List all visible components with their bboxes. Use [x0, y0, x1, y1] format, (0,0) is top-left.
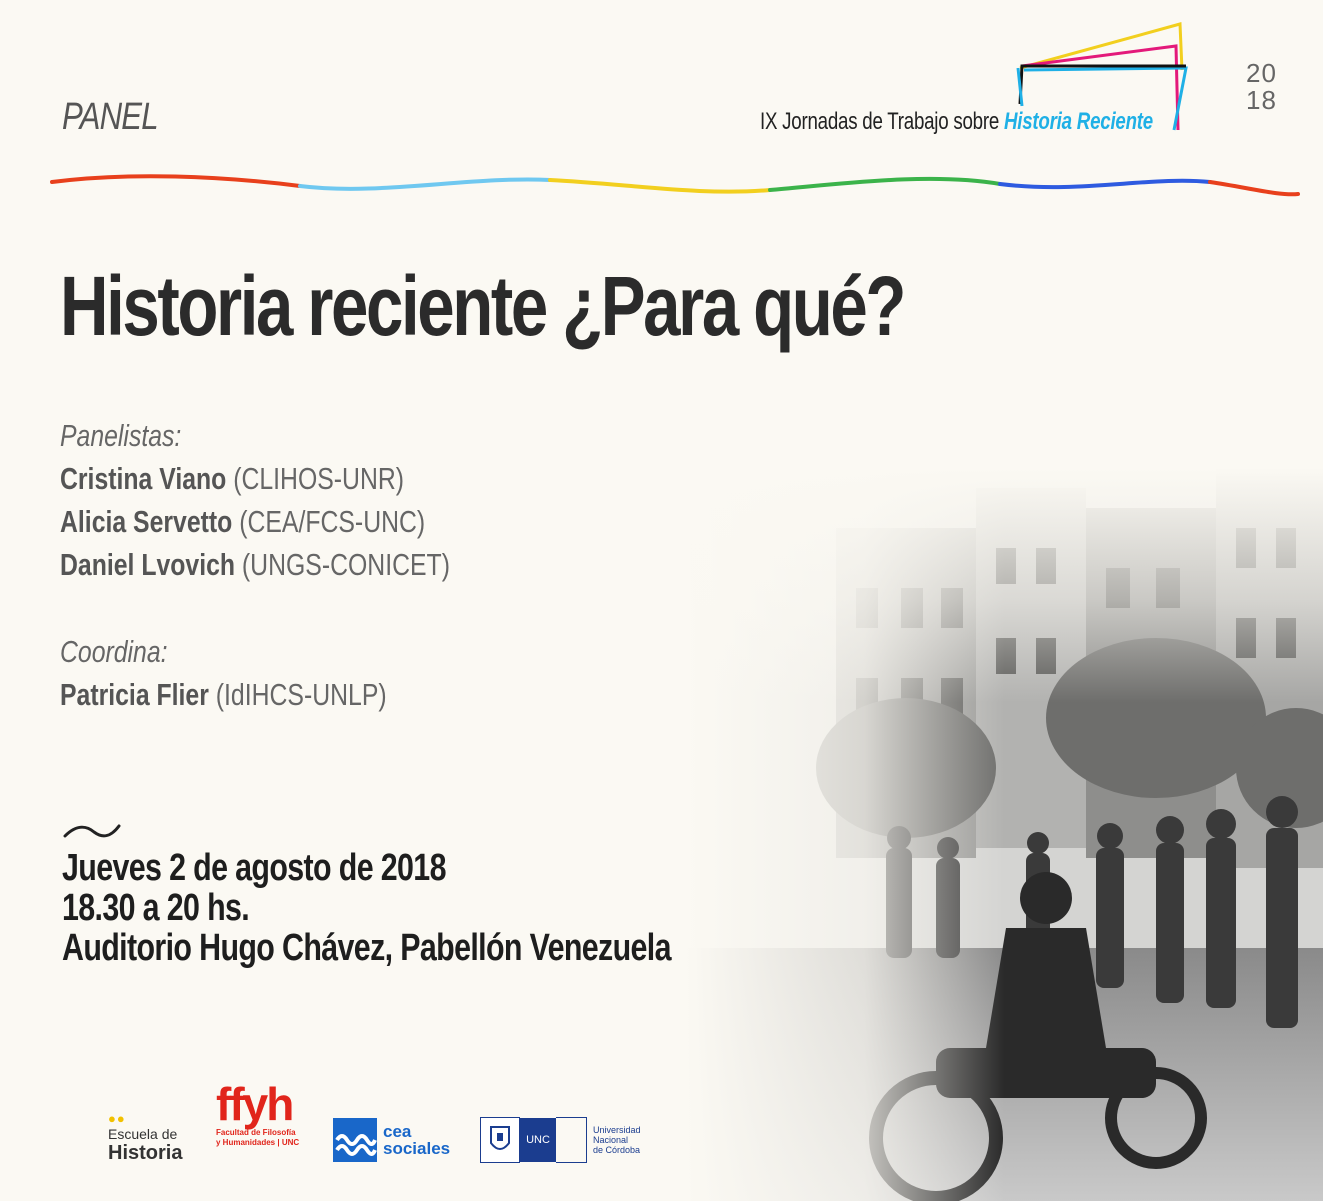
- year-bottom: 18: [1246, 85, 1277, 115]
- panelist-affiliation: (UNGS-CONICET): [235, 547, 450, 582]
- unc-tag: UNC: [520, 1118, 556, 1162]
- panelist-name: Cristina Viano: [60, 461, 227, 496]
- panelist-row: [60, 457, 450, 500]
- cea-wave-icon: [333, 1118, 377, 1162]
- coordinator-name: Patricia Flier: [60, 677, 209, 712]
- unc-line1: Universidad: [593, 1125, 641, 1135]
- ffyh-wordmark: ffyh: [216, 1078, 293, 1130]
- unc-frame: [556, 1117, 587, 1163]
- year-top: 20: [1246, 58, 1277, 88]
- unc-shield-icon: [480, 1117, 520, 1163]
- jornadas-highlight: Historia Reciente: [1004, 108, 1153, 135]
- escuela-line2: Historia: [108, 1142, 183, 1164]
- event-time: 18.30 a 20 hs.: [62, 887, 250, 929]
- cea-line1: cea: [383, 1122, 412, 1141]
- cea-sociales-logo: [333, 1118, 450, 1162]
- panelist-affiliation: (CLIHOS-UNR): [226, 461, 405, 496]
- jornadas-title: [760, 108, 1153, 136]
- jornadas-prefix: IX Jornadas de Trabajo sobre: [760, 108, 1005, 135]
- ffyh-line2: y Humanidades | UNC: [216, 1138, 300, 1147]
- coordinator-row: [60, 673, 450, 716]
- event-date: Jueves 2 de agosto de 2018: [62, 847, 446, 889]
- page-title: Historia reciente ¿Para qué?: [60, 259, 905, 353]
- historic-protest-photo: [686, 468, 1323, 1201]
- escuela-historia-logo: [108, 1111, 183, 1164]
- cea-line2: sociales: [383, 1139, 451, 1158]
- panelist-row: [60, 500, 450, 543]
- unc-line2: Nacional: [593, 1135, 629, 1145]
- ffyh-logo: [216, 1080, 299, 1148]
- coordinator-label: Coordina:: [60, 634, 168, 669]
- panelist-name: Alicia Servetto: [60, 504, 233, 539]
- unc-line3: de Córdoba: [593, 1145, 641, 1155]
- panelists-label: Panelistas:: [60, 418, 182, 453]
- panelist-name: Daniel Lvovich: [60, 547, 236, 582]
- panel-label: PANEL: [62, 96, 158, 138]
- panelist-affiliation: (CEA/FCS-UNC): [232, 504, 426, 539]
- tilde-mark: [62, 822, 122, 842]
- year-stack: [1246, 60, 1277, 114]
- event-place: Auditorio Hugo Chávez, Pabellón Venezuela: [62, 927, 671, 969]
- ffyh-line1: Facultad de Filosofía: [216, 1128, 296, 1137]
- panelists-section: [60, 414, 450, 716]
- coordinator-affiliation: (IdIHCS-UNLP): [208, 677, 387, 712]
- panelist-row: [60, 543, 450, 586]
- unc-logo: [480, 1117, 641, 1163]
- rainbow-wave-divider: [50, 166, 1300, 202]
- escuela-dots-icon: ●●: [108, 1111, 126, 1126]
- escuela-line1: Escuela de: [108, 1126, 178, 1142]
- event-details: [62, 848, 671, 968]
